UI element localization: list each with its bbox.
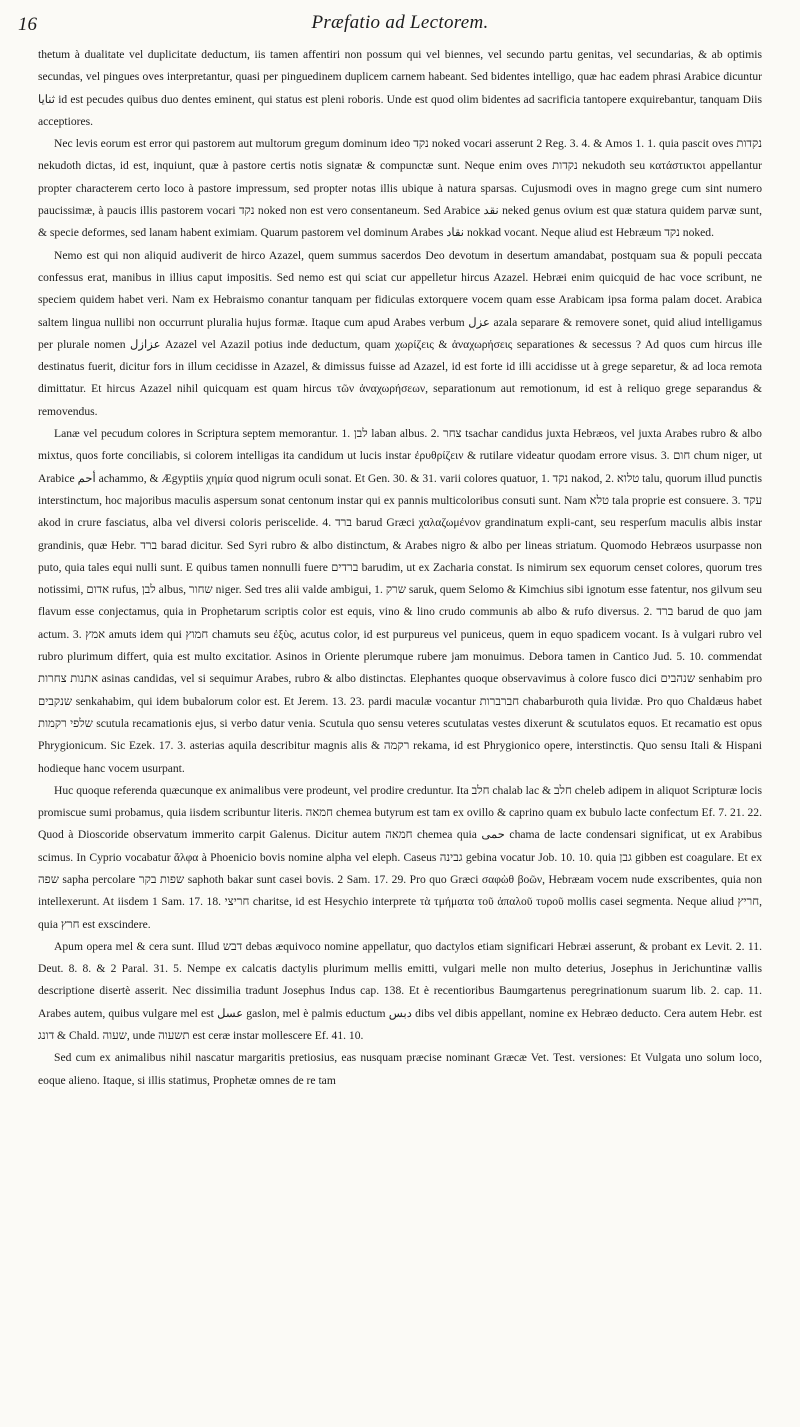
paragraph: Nemo est qui non aliquid audiverit de hirco Azazel, quem summus sacerdos Deo devotum in desertum amandabat, postquam sua & populi peccata confessus erat, manibus in illius caput impositis. Sed nemo est qui sciat cur appelletur hircus Azazel. Hebræi enim quicquid de hac voce scribunt, ne speciem quidem habet veri. Nam ex Hebraismo conantur tanquam per fidiculas extorquere vocem quam esse Arabicam ipsa forma palam docet. Arabica saltem lingua nullibi non occurrunt pluralia hujus formæ. Itaque cum apud Arabes verbum عزل azala separare & removere sonet, quid aliud intelligamus per plurale nomen عزازل Azazel vel Azazil potius inde deductum, quam χωρίζεις & ἀναχωρήσεις separationes & secessus ? Ad quos cum hircus ille destinatus fuerit, dicitur fors in illum cecidisse in Azazel, & dimissus fuisse ad Azazel, id est forte id illi accidisse ut à grege separetur, & ad loca remota dimittatur. Et hircus Azazel nihil quicquam est quam hircus τῶν ἀναχωρήσεων, separationum aut remotionum, id est à reliquo grege separandus & removendus. (38, 248, 762, 418)
paragraph: Huc quoque referenda quæcunque ex animalibus vere prodeunt, vel prodire creduntur. Ita חלב chalab lac & חלב cheleb adipem in aliquot Scripturæ locis promiscue sumi probamus, quia iisdem scribuntur literis. חמאה chemea butyrum est tam ex ovillo & caprino quam ex bubulo lacte confectum Ef. 7. 21. 22. Quod à Dioscoride observatum immerito carpit Galenus. Dicitur autem חמאה chemea quia حمى chama de lacte condensari significat, ut ex Arabibus scimus. In Cyprio vocabatur ἄλφα à Phoenicio bovis nomine alpha vel eleph. Caseus גבינה gebina vocatur Job. 10. 10. quia גבן gibben est coagulare. Et ex שפה sapha percolare שפות בקר saphoth bakar sunt casei bovis. 2 Sam. 17. 29. Pro quo Græci σαφὼθ βοῶν, Hebræam vocem nude exscribentes, quia non intellexerunt. At iisdem 1 Sam. 17. 18. חריצי charitse, id est Hesychio interprete τὰ τμήματα τοῦ ἁπαλοῦ τυροῦ mollis casei segmenta. Neque aliud חריץ, quia חרץ est exscindere. (38, 783, 762, 931)
paragraph: Sed cum ex animalibus nihil nascatur margaritis pretiosius, eas nusquam præcise nominant Græcæ Vet. Test. versiones: Et Vulgata uno solum loco, eoque alieno. Itaque, si illis statimus, Prophetæ omnes de re tam (38, 1051, 762, 1087)
page-header (18, 12, 782, 38)
paragraph: Apum opera mel & cera sunt. Illud דבש debas æquivoco nomine appellatur, quo dactylos etiam significari Hebræi asserunt, & probant ex Levit. 2. 11. Deut. 8. 8. & 2 Paral. 31. 5. Nempe ex calcatis dactylis plurimum mellis emitti, vulgari melle non multo deterius, Josephus in Jerichuntinæ vallis descriptione disertè asserit. Nec dissimilia tradunt Josephus Indus cap. 138. Et è recentioribus Baumgartenus peregrinationum suarum lib. 2. cap. 11. Arabes autem, quibus vulgare mel est عسل gaslon, mel è palmis eductum دبس dibs vel dibis appellant, nomine ex Hebræo deducto. Cera autem Hebr. est דונג & Chald. שעוה, unde תשעוה est ceræ instar mollescere Ef. 41. 10. (38, 939, 762, 1043)
page-number: 16 (18, 14, 37, 35)
paragraph: Nec levis eorum est error qui pastorem aut multorum gregum dominum ideo נקד noked vocari asserunt 2 Reg. 3. 4. & Amos 1. 1. quia pascit oves נקדות nekudoth dictas, id est, inquiunt, quæ à pastore certis notis signatæ & compunctæ sunt. Neque enim oves נקדות nekudoth seu κατάστικτοι appellantur propter characterem certo loco à pastore impressum, sed propter notas illis ubique à natura sparsas. Cujusmodi oves in magno grege cum sint numero paucissimæ, à paucis illis pastorem vocari נקד noked non est vero consentaneum. Sed Arabice نقد neked genus ovium est quæ statura quidem parvæ sunt, & specie deformes, sed lanam habent eximiam. Quarum pastorem vel dominum Arabes نقاد nokkad vocant. Neque aliud est Hebræum נקד noked. (38, 137, 762, 240)
body-text (38, 44, 762, 1414)
paragraph: thetum à dualitate vel duplicitate deductum, iis tamen affentiri non possum qui vel biennes, vel secundo partu genitas, vel secundarias, & ab optimis secundas, vel pingues oves interpretantur, quasi per pinguedinem duplicem carnem habeant. Sed bidentes intelligo, quæ hac eadem phrasi Arabice dicuntur ثنايا id est pecudes quibus duo dentes eminent, qui status est pleni roboris. Unde est quod olim bidentes ad sacrificia tantopere exquirebantur, tanquam Diis acceptiores. (38, 48, 762, 128)
running-head: Præfatio ad Lectorem. (311, 12, 489, 33)
paragraph: Lanæ vel pecudum colores in Scriptura septem memorantur. 1. לבן laban albus. 2. צחר tsachar candidus juxta Hebræos, vel juxta Arabes rubro & albo mixtus, quos forte conciliabis, si colorem intelligas ita candidum ut lucis instar ἐρυθρίζειν & rutilare videatur quodam errore visus. 3. חום chum niger, ut Arabice أحم achammo, & Ægyptiis χημία quod nigrum oculi sonat. Et Gen. 30. & 31. varii colores quatuor, 1. נקד nakod, 2. טלוא talu, quorum illud punctis interstinctum, hoc majoribus maculis aspersum sonat centonum instar qui ex pannis multicoloribus consuti sunt. Nam טלא tala proprie est consuere. 3. עקד akod in crure fasciatus, alba vel diversi coloris periscelide. 4. ברד barud Græci χαλαζωμένον grandinatum expli-cant, seu resperſum maculis albis instar grandinis, quæ Hebr. ברד barad dicitur. Sed Syri rubro & albo distinctum, & Arabes nigro & albo per lineas striatum. Quomodo Hebræos usurpasse non puto, quia tales equi nulli sunt. E quibus tamen nonnulli fuere ברדים barudim, ut ex Zacharia constat. Is nimirum sex equorum censet colores, quorum tres notissimi, אדום rufus, לבן albus, שחור niger. Sed tres alii valde ambigui, 1. שרק saruk, quem Selomo & Kimchius sibi ignotum esse fatentur, nos gilvum seu flavum esse conjectamus, quia in Prophetarum scriptis color est equis, vino & lino crudo communis ab albo & rufo diversus. 2. ברד barud de quo jam actum. 3. אמץ amuts idem qui חמוץ chamuts seu ἐξὺς, acutus color, id est purpureus vel puniceus, quem in equo spadicem vocant. Is à vulgari rubro vel rubro plurimum differt, quia est multo excitatior. Asinos in Oriente plerumque rubere jam monuimus. Debora tamen in Cantico Jud. 5. 10. commendat אתנות צחרות asinas candidas, vel si sequimur Arabes, rubro & albo distinctas. Elephantes quoque observavimus à colore fusco dici שנהבים senhabim pro שנקבים senkahabim, qui idem bubalorum color est. Et Jerem. 13. 23. pardi maculæ vocantur חברברות chabarburoth quia lividæ. Pro quo Chaldæus habet שלפי רקמות scutula recamationis ejus, si verbo datur venia. Scutula quo sensu veteres scutulatas vestes dixerunt & scutulatos equos. Et recamatio est opus Phrygionicum. Sic Ezek. 17. 3. asterias aquila describitur magnis alis & רקמה rekama, id est Phrygionico opere, interstinctis. Quo sensu Itali & Hispani hodieque hanc vocem usurpant. (38, 427, 762, 775)
